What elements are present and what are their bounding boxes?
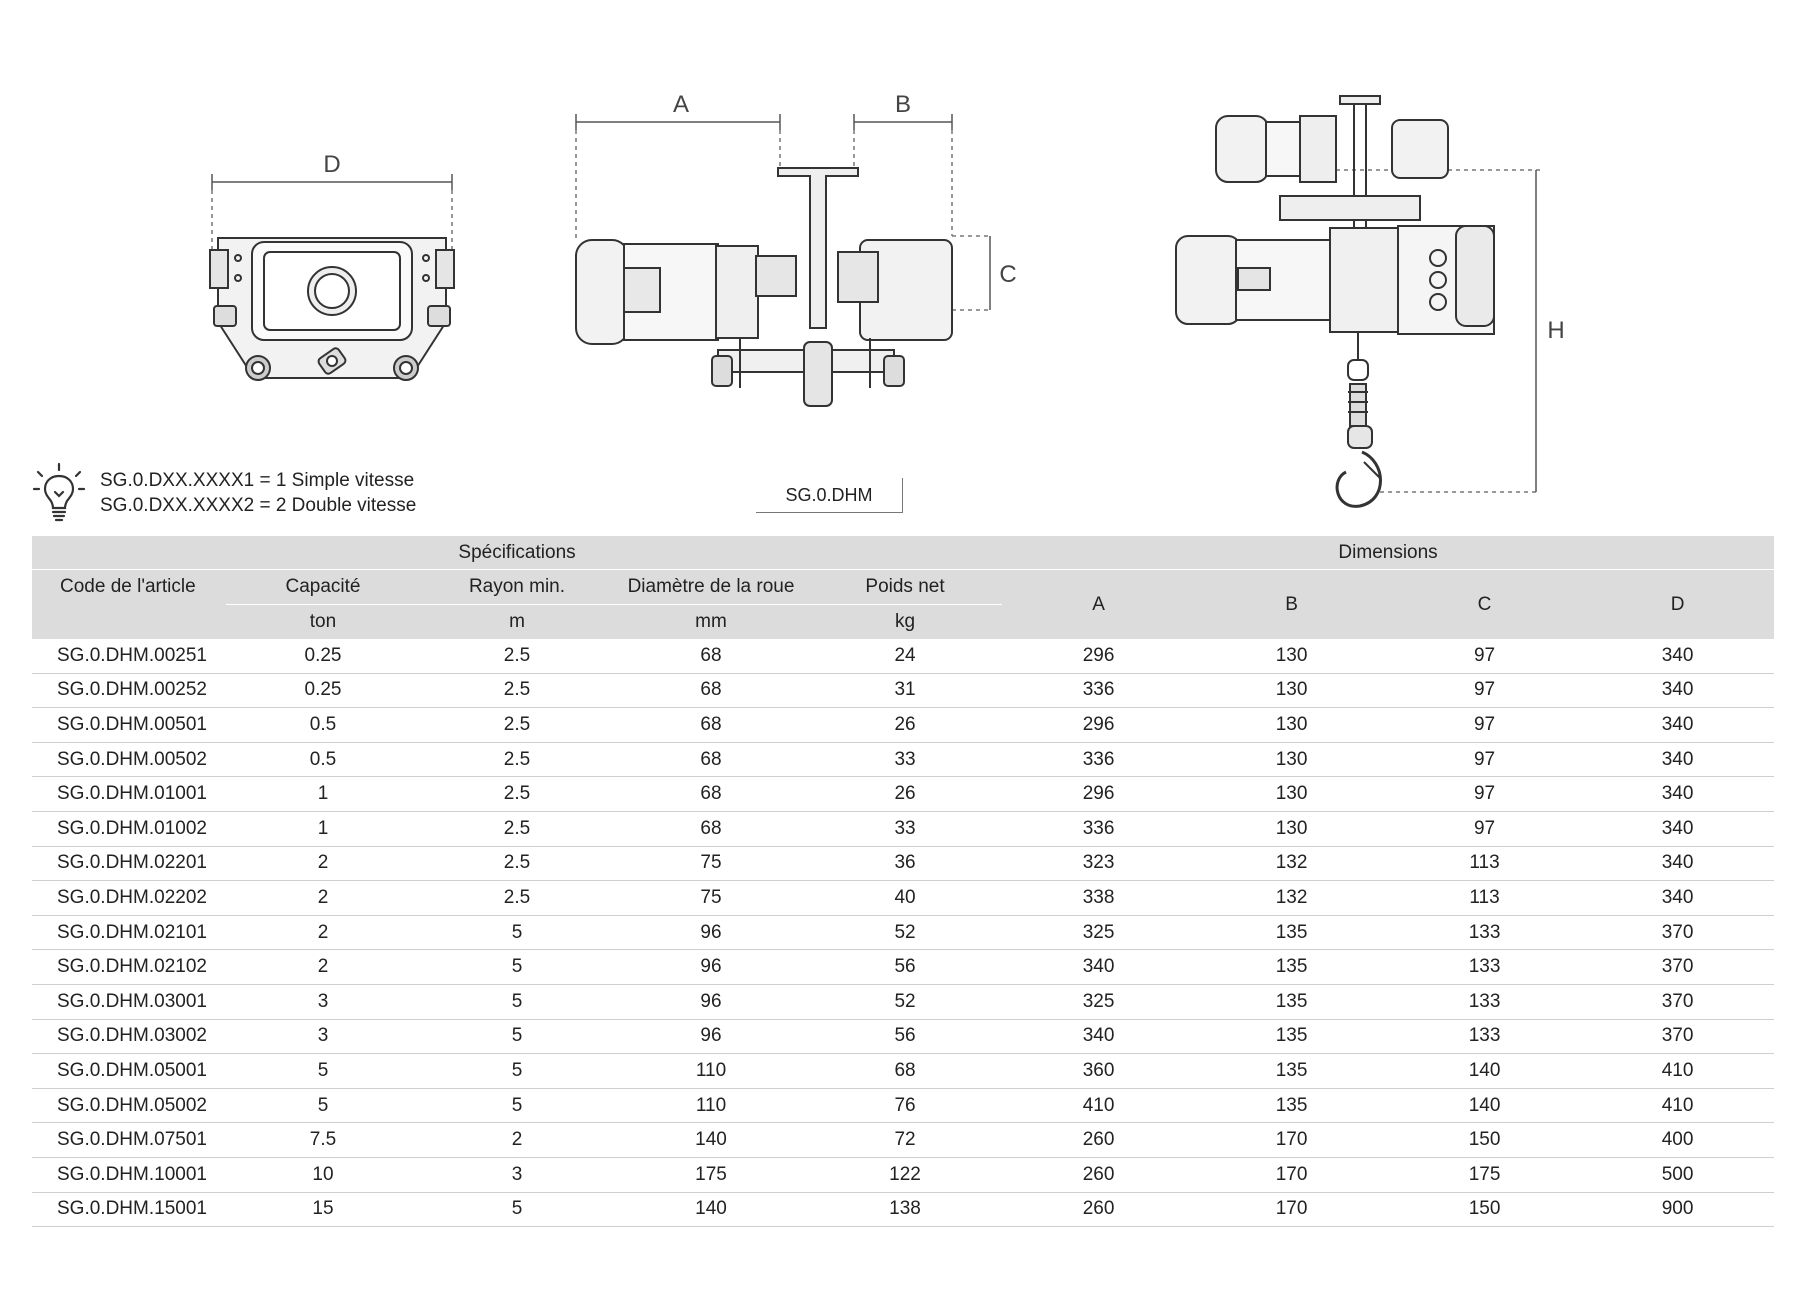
cell-dim-d: 900: [1581, 1192, 1774, 1227]
group-header-dimensions: Dimensions: [1002, 536, 1774, 570]
column-header-dim-b: B: [1195, 570, 1388, 640]
dimension-label-h: H: [1547, 317, 1565, 344]
column-header-code: Code de l'article: [32, 570, 226, 605]
cell-dim-a: 336: [1002, 742, 1195, 777]
dimension-label-a: A: [672, 91, 690, 118]
cell-net-weight: 52: [808, 915, 1002, 950]
table-row: [32, 1088, 1774, 1123]
cell-dim-d: 340: [1581, 811, 1774, 846]
table-row: [32, 1123, 1774, 1158]
cell-net-weight: 33: [808, 742, 1002, 777]
cell-capacity: 3: [226, 984, 420, 1019]
cell-radius: 2: [420, 1123, 614, 1158]
cell-dim-c: 150: [1388, 1123, 1581, 1158]
cell-code: SG.0.DHM.03001: [32, 984, 226, 1019]
cell-net-weight: 26: [808, 777, 1002, 812]
cell-capacity: 5: [226, 1054, 420, 1089]
cell-dim-b: 170: [1195, 1192, 1388, 1227]
table-row: [32, 639, 1774, 673]
column-header-capacity: Capacité: [226, 570, 420, 605]
cell-radius: 5: [420, 1088, 614, 1123]
cell-wheel-diameter: 140: [614, 1192, 808, 1227]
cell-dim-d: 340: [1581, 846, 1774, 881]
dimension-label-c: C: [999, 261, 1017, 288]
cell-dim-b: 135: [1195, 915, 1388, 950]
cell-wheel-diameter: 75: [614, 881, 808, 916]
cell-capacity: 0.25: [226, 673, 420, 708]
cell-dim-c: 97: [1388, 639, 1581, 673]
cell-dim-a: 260: [1002, 1123, 1195, 1158]
cell-radius: 2.5: [420, 673, 614, 708]
table-row: [32, 1157, 1774, 1192]
cell-dim-a: 296: [1002, 639, 1195, 673]
cell-dim-c: 140: [1388, 1054, 1581, 1089]
cell-dim-d: 340: [1581, 881, 1774, 916]
cell-net-weight: 33: [808, 811, 1002, 846]
cell-net-weight: 24: [808, 639, 1002, 673]
cell-code: SG.0.DHM.00502: [32, 742, 226, 777]
cell-dim-c: 133: [1388, 950, 1581, 985]
table-row: [32, 708, 1774, 743]
table-row: [32, 846, 1774, 881]
cell-dim-d: 370: [1581, 1019, 1774, 1054]
cell-net-weight: 72: [808, 1123, 1002, 1158]
cell-wheel-diameter: 140: [614, 1123, 808, 1158]
cell-code: SG.0.DHM.03002: [32, 1019, 226, 1054]
cell-dim-a: 336: [1002, 811, 1195, 846]
cell-net-weight: 26: [808, 708, 1002, 743]
table-row: [32, 1019, 1774, 1054]
cell-net-weight: 56: [808, 1019, 1002, 1054]
cell-dim-a: 338: [1002, 881, 1195, 916]
cell-dim-d: 340: [1581, 639, 1774, 673]
cell-dim-a: 325: [1002, 984, 1195, 1019]
cell-capacity: 3: [226, 1019, 420, 1054]
cell-net-weight: 122: [808, 1157, 1002, 1192]
cell-dim-d: 370: [1581, 915, 1774, 950]
cell-net-weight: 56: [808, 950, 1002, 985]
cell-dim-a: 260: [1002, 1157, 1195, 1192]
cell-net-weight: 31: [808, 673, 1002, 708]
cell-dim-b: 170: [1195, 1157, 1388, 1192]
cell-dim-a: 340: [1002, 1019, 1195, 1054]
cell-dim-a: 323: [1002, 846, 1195, 881]
cell-code: SG.0.DHM.00501: [32, 708, 226, 743]
cell-wheel-diameter: 110: [614, 1088, 808, 1123]
cell-code: SG.0.DHM.01001: [32, 777, 226, 812]
cell-radius: 2.5: [420, 777, 614, 812]
cell-capacity: 2: [226, 915, 420, 950]
cell-code: SG.0.DHM.05002: [32, 1088, 226, 1123]
cell-dim-d: 410: [1581, 1054, 1774, 1089]
cell-dim-a: 296: [1002, 777, 1195, 812]
cell-dim-b: 135: [1195, 1054, 1388, 1089]
cell-capacity: 2: [226, 846, 420, 881]
cell-dim-d: 500: [1581, 1157, 1774, 1192]
cell-dim-d: 340: [1581, 673, 1774, 708]
cell-capacity: 0.25: [226, 639, 420, 673]
front-view-drawing: [210, 174, 454, 380]
cell-radius: 3: [420, 1157, 614, 1192]
cell-net-weight: 36: [808, 846, 1002, 881]
table-row: [32, 1054, 1774, 1089]
hoist-view-drawing: [1176, 96, 1540, 506]
cell-wheel-diameter: 68: [614, 777, 808, 812]
cell-dim-b: 130: [1195, 742, 1388, 777]
cell-code: SG.0.DHM.00251: [32, 639, 226, 673]
specification-table-body: [32, 639, 1774, 1227]
table-row: [32, 881, 1774, 916]
dimension-label-b: B: [894, 91, 912, 118]
cell-dim-b: 170: [1195, 1123, 1388, 1158]
cell-dim-b: 130: [1195, 777, 1388, 812]
cell-code: SG.0.DHM.02101: [32, 915, 226, 950]
cell-code: SG.0.DHM.07501: [32, 1123, 226, 1158]
column-header-net-weight: Poids net: [808, 570, 1002, 605]
cell-dim-b: 135: [1195, 950, 1388, 985]
cell-net-weight: 76: [808, 1088, 1002, 1123]
cell-capacity: 10: [226, 1157, 420, 1192]
unit-radius: m: [420, 605, 614, 640]
cell-radius: 5: [420, 950, 614, 985]
table-row: [32, 915, 1774, 950]
cell-wheel-diameter: 68: [614, 639, 808, 673]
side-view-drawing: [576, 114, 990, 406]
cell-radius: 5: [420, 984, 614, 1019]
cell-dim-d: 410: [1581, 1088, 1774, 1123]
model-code-label: SG.0.DHM: [756, 478, 903, 513]
cell-capacity: 2: [226, 950, 420, 985]
cell-wheel-diameter: 96: [614, 1019, 808, 1054]
cell-dim-d: 340: [1581, 742, 1774, 777]
cell-dim-d: 370: [1581, 950, 1774, 985]
table-row: [32, 984, 1774, 1019]
cell-dim-d: 340: [1581, 708, 1774, 743]
cell-net-weight: 52: [808, 984, 1002, 1019]
group-header-specifications: Spécifications: [32, 536, 1002, 570]
cell-capacity: 1: [226, 811, 420, 846]
cell-dim-a: 260: [1002, 1192, 1195, 1227]
cell-dim-b: 130: [1195, 811, 1388, 846]
cell-wheel-diameter: 68: [614, 811, 808, 846]
note-line-single-speed: SG.0.DXX.XXXX1 = 1 Simple vitesse: [100, 470, 415, 491]
cell-dim-a: 410: [1002, 1088, 1195, 1123]
cell-code: SG.0.DHM.05001: [32, 1054, 226, 1089]
cell-dim-d: 340: [1581, 777, 1774, 812]
cell-wheel-diameter: 68: [614, 708, 808, 743]
cell-dim-a: 360: [1002, 1054, 1195, 1089]
cell-dim-b: 130: [1195, 673, 1388, 708]
cell-radius: 5: [420, 915, 614, 950]
cell-dim-c: 113: [1388, 881, 1581, 916]
specification-table: [32, 536, 1774, 1227]
cell-dim-b: 132: [1195, 881, 1388, 916]
cell-dim-c: 97: [1388, 811, 1581, 846]
cell-capacity: 1: [226, 777, 420, 812]
cell-dim-c: 97: [1388, 673, 1581, 708]
cell-code: SG.0.DHM.02102: [32, 950, 226, 985]
cell-dim-a: 340: [1002, 950, 1195, 985]
cell-dim-c: 150: [1388, 1192, 1581, 1227]
unit-net-weight: kg: [808, 605, 1002, 640]
cell-radius: 2.5: [420, 742, 614, 777]
cell-dim-c: 133: [1388, 984, 1581, 1019]
cell-dim-c: 97: [1388, 777, 1581, 812]
cell-net-weight: 68: [808, 1054, 1002, 1089]
cell-radius: 2.5: [420, 639, 614, 673]
cell-dim-c: 140: [1388, 1088, 1581, 1123]
cell-radius: 5: [420, 1192, 614, 1227]
cell-dim-a: 325: [1002, 915, 1195, 950]
cell-dim-c: 97: [1388, 708, 1581, 743]
cell-dim-a: 336: [1002, 673, 1195, 708]
column-header-dim-d: D: [1581, 570, 1774, 640]
cell-dim-b: 135: [1195, 1088, 1388, 1123]
dimension-label-d: D: [323, 151, 341, 178]
unit-capacity: ton: [226, 605, 420, 640]
cell-dim-b: 132: [1195, 846, 1388, 881]
cell-radius: 2.5: [420, 708, 614, 743]
table-row: [32, 811, 1774, 846]
cell-dim-c: 133: [1388, 1019, 1581, 1054]
table-row: [32, 950, 1774, 985]
cell-radius: 2.5: [420, 881, 614, 916]
cell-capacity: 7.5: [226, 1123, 420, 1158]
cell-dim-b: 135: [1195, 1019, 1388, 1054]
cell-dim-b: 130: [1195, 639, 1388, 673]
cell-code: SG.0.DHM.00252: [32, 673, 226, 708]
cell-capacity: 5: [226, 1088, 420, 1123]
lightbulb-icon: [32, 462, 86, 524]
cell-radius: 2.5: [420, 811, 614, 846]
cell-wheel-diameter: 96: [614, 984, 808, 1019]
cell-wheel-diameter: 68: [614, 673, 808, 708]
cell-dim-b: 135: [1195, 984, 1388, 1019]
cell-dim-a: 296: [1002, 708, 1195, 743]
unit-wheel-diameter: mm: [614, 605, 808, 640]
cell-wheel-diameter: 75: [614, 846, 808, 881]
cell-dim-c: 175: [1388, 1157, 1581, 1192]
cell-wheel-diameter: 175: [614, 1157, 808, 1192]
table-row: [32, 777, 1774, 812]
cell-capacity: 0.5: [226, 708, 420, 743]
column-header-dim-a: A: [1002, 570, 1195, 640]
table-row: [32, 742, 1774, 777]
column-header-wheel-diameter: Diamètre de la roue: [614, 570, 808, 605]
cell-dim-c: 113: [1388, 846, 1581, 881]
cell-wheel-diameter: 110: [614, 1054, 808, 1089]
cell-dim-c: 97: [1388, 742, 1581, 777]
unit-cell-empty: [32, 605, 226, 640]
cell-dim-c: 133: [1388, 915, 1581, 950]
column-header-radius: Rayon min.: [420, 570, 614, 605]
cell-dim-d: 370: [1581, 984, 1774, 1019]
speed-variant-note: [32, 458, 416, 528]
cell-net-weight: 40: [808, 881, 1002, 916]
cell-wheel-diameter: 96: [614, 915, 808, 950]
table-row: [32, 673, 1774, 708]
cell-dim-b: 130: [1195, 708, 1388, 743]
cell-wheel-diameter: 96: [614, 950, 808, 985]
note-line-double-speed: SG.0.DXX.XXXX2 = 2 Double vitesse: [100, 495, 417, 516]
cell-radius: 5: [420, 1054, 614, 1089]
cell-radius: 5: [420, 1019, 614, 1054]
cell-code: SG.0.DHM.10001: [32, 1157, 226, 1192]
cell-net-weight: 138: [808, 1192, 1002, 1227]
column-header-dim-c: C: [1388, 570, 1581, 640]
table-row: [32, 1192, 1774, 1227]
cell-code: SG.0.DHM.02202: [32, 881, 226, 916]
cell-dim-d: 400: [1581, 1123, 1774, 1158]
cell-radius: 2.5: [420, 846, 614, 881]
cell-capacity: 0.5: [226, 742, 420, 777]
cell-code: SG.0.DHM.02201: [32, 846, 226, 881]
cell-code: SG.0.DHM.15001: [32, 1192, 226, 1227]
cell-capacity: 15: [226, 1192, 420, 1227]
cell-code: SG.0.DHM.01002: [32, 811, 226, 846]
cell-wheel-diameter: 68: [614, 742, 808, 777]
cell-capacity: 2: [226, 881, 420, 916]
